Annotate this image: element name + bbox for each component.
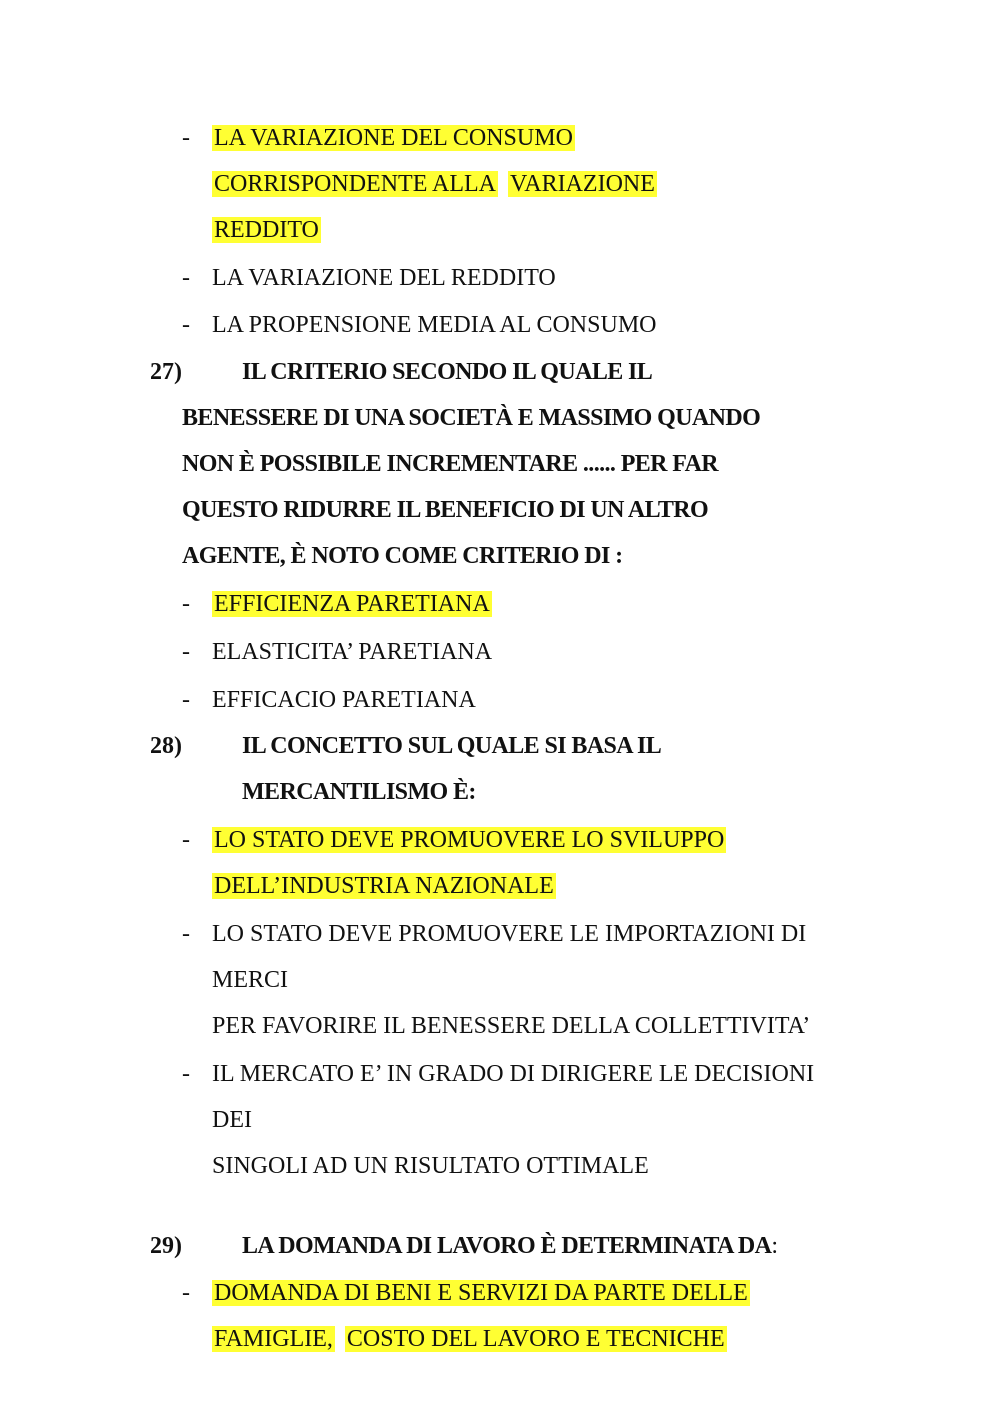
question-number-27: 27) (150, 359, 182, 385)
bullet-dash: - (182, 921, 190, 947)
option-q28-c-line1: IL MERCATO E’ IN GRADO DI DIRIGERE LE DECISIONI (212, 1061, 815, 1087)
highlighted-text: LO STATO DEVE PROMUOVERE LO SVILUPPO (214, 827, 725, 853)
option-q29-a-line1 (212, 1278, 750, 1308)
highlighted-text: DELL’INDUSTRIA NAZIONALE (214, 873, 554, 899)
highlighted-text: LA VARIAZIONE DEL CONSUMO (214, 125, 573, 151)
question-29-line1 (242, 1231, 778, 1261)
question-27-line2: BENESSERE DI UNA SOCIETÀ E MASSIMO QUANDO (182, 405, 761, 431)
option-q28-c-line3: SINGOLI AD UN RISULTATO OTTIMALE (212, 1153, 649, 1179)
question-27-line5: AGENTE, È NOTO COME CRITERIO DI : (182, 543, 623, 569)
bullet-dash: - (182, 1280, 190, 1306)
highlighted-text: FAMIGLIE, (214, 1326, 333, 1352)
option-q29-a-line2 (212, 1324, 727, 1354)
option-q28-c-line2: DEI (212, 1107, 252, 1133)
question-number-28: 28) (150, 733, 182, 759)
question-27-line3: NON È POSSIBILE INCREMENTARE ...... PER FAR (182, 451, 719, 477)
highlighted-text: EFFICIENZA PARETIANA (214, 591, 490, 617)
option-q26-b: LA VARIAZIONE DEL REDDITO (212, 265, 556, 291)
question-29-text: LA DOMANDA DI LAVORO È DETERMINATA DA (242, 1233, 772, 1259)
highlighted-text: REDDITO (214, 217, 319, 243)
option-q26-a-line3 (212, 215, 321, 245)
bullet-dash: - (182, 1061, 190, 1087)
option-q28-b-line3: PER FAVORIRE IL BENESSERE DELLA COLLETTIVITA’ (212, 1013, 811, 1039)
option-q28-b-line1: LO STATO DEVE PROMUOVERE LE IMPORTAZIONI DI (212, 921, 807, 947)
option-q26-a-line1 (212, 123, 575, 153)
option-q28-b-line2: MERCI (212, 967, 289, 993)
option-q27-a (212, 589, 492, 619)
bullet-dash: - (182, 265, 190, 291)
option-q28-a-line1 (212, 825, 726, 855)
question-28-line1: IL CONCETTO SUL QUALE SI BASA IL (242, 733, 662, 759)
bullet-dash: - (182, 125, 190, 151)
highlighted-text: VARIAZIONE (510, 171, 655, 197)
bullet-dash: - (182, 687, 190, 713)
bullet-dash: - (182, 639, 190, 665)
highlighted-text: CORRISPONDENTE ALLA (214, 171, 497, 197)
question-28-line2: MERCANTILISMO È: (242, 779, 476, 805)
option-q27-b: ELASTICITA’ PARETIANA (212, 639, 493, 665)
highlighted-text: COSTO DEL LAVORO E TECNICHE (346, 1326, 725, 1352)
bullet-dash: - (182, 827, 190, 853)
question-27-line1: IL CRITERIO SECONDO IL QUALE IL (242, 359, 653, 385)
question-27-line4: QUESTO RIDURRE IL BENEFICIO DI UN ALTRO (182, 497, 709, 523)
question-number-29: 29) (150, 1233, 182, 1259)
question-29-colon: : (771, 1233, 779, 1259)
bullet-dash: - (182, 591, 190, 617)
option-q26-a-line2 (212, 169, 657, 199)
option-q28-a-line2 (212, 871, 556, 901)
option-q27-c: EFFICACIO PARETIANA (212, 687, 476, 713)
bullet-dash: - (182, 312, 190, 338)
highlighted-text: DOMANDA DI BENI E SERVIZI DA PARTE DELLE (214, 1280, 748, 1306)
option-q26-c: LA PROPENSIONE MEDIA AL CONSUMO (212, 312, 657, 338)
